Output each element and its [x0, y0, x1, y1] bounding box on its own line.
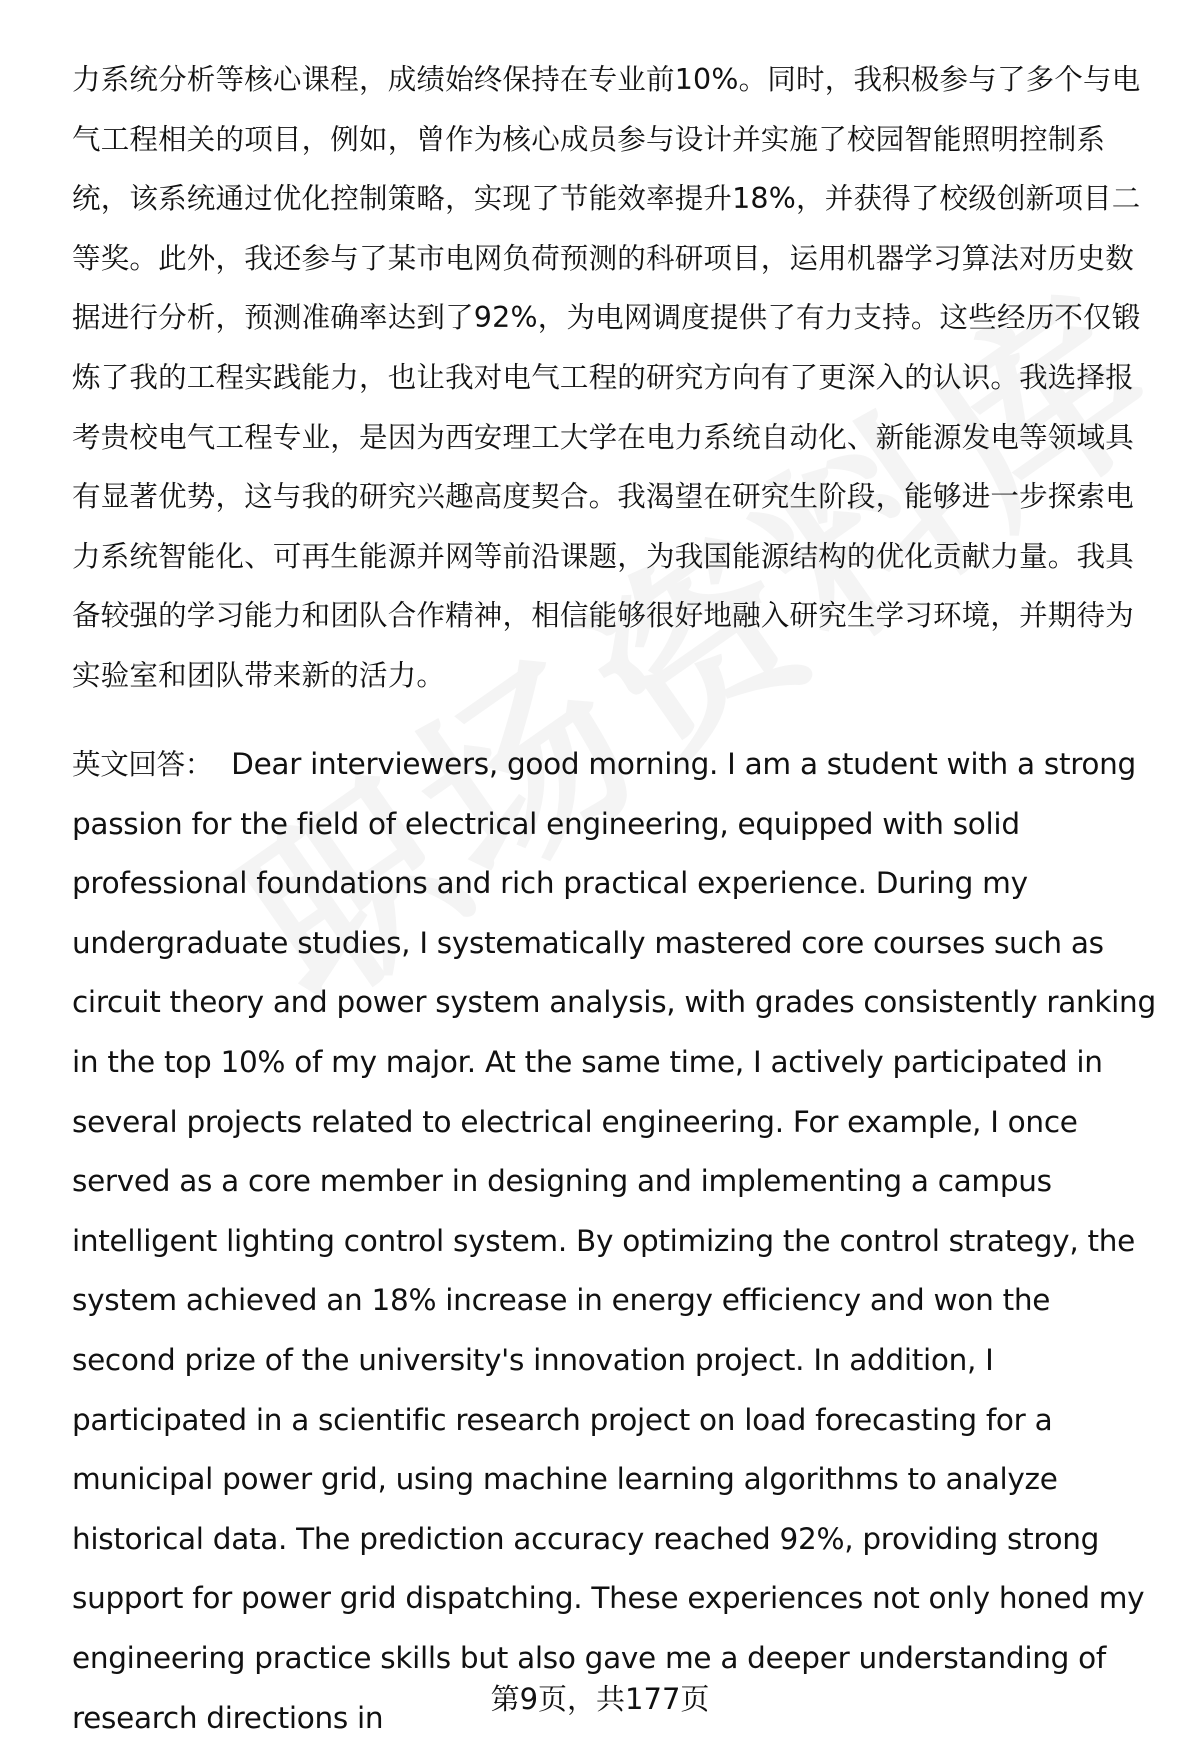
english-answer-paragraph [72, 735, 1162, 1748]
english-answer-label: 英文回答： [72, 748, 214, 781]
chinese-answer-paragraph: 力系统分析等核心课程，成绩始终保持在专业前10%。同时，我积极参与了多个与电气工程相关的项目，例如，曾作为核心成员参与设计并实施了校园智能照明控制系统，该系统通过优化控制策略，实现了节能效率提升18%，并获得了校级创新项目二等奖。此外，我还参与了某市电网负荷预测的科研项目，运用机器学习算法对历史数据进行分析，预测准确率达到了92%，为电网调度提供了有力支持。这些经历不仅锻炼了我的工程实践能力，也让我对电气工程的研究方向有了更深入的认识。我选择报考贵校电气工程专业，是因为西安理工大学在电力系统自动化、新能源发电等领域具有显著优势，这与我的研究兴趣高度契合。我渴望在研究生阶段，能够进一步探索电力系统智能化、可再生能源并网等前沿课题，为我国能源结构的优化贡献力量。我具备较强的学习能力和团队合作精神，相信能够很好地融入研究生学习环境，并期待为实验室和团队带来新的活力。 [72, 63, 1141, 692]
english-answer-text: Dear interviewers, good morning. I am a student with a strong passion for the field of electrical engineering, equipped with solid professional foundations and rich practical experience. During my undergraduate studies, I systematically mastered core courses such as circuit theory and power system analysis, with grades consistently ranking in the top 10% of my major. At the same time, I actively participated in several projects related to electrical engineering. For example, I once served as a core member in designing and implementing a campus intelligent lighting control system. By optimizing the control strategy, the system achieved an 18% increase in energy efficiency and won the second prize of the university's innovation project. In addition, I participated in a scientific research project on load forecasting for a municipal power grid, using machine learning algorithms to analyze historical data. The prediction accuracy reached 92%, providing strong support for power grid dispatching. These experiences not only honed my engineering practice skills but also gave me a deeper understanding of research directions in [72, 747, 1156, 1735]
page-footer: 第9页，共177页 [490, 1682, 710, 1716]
